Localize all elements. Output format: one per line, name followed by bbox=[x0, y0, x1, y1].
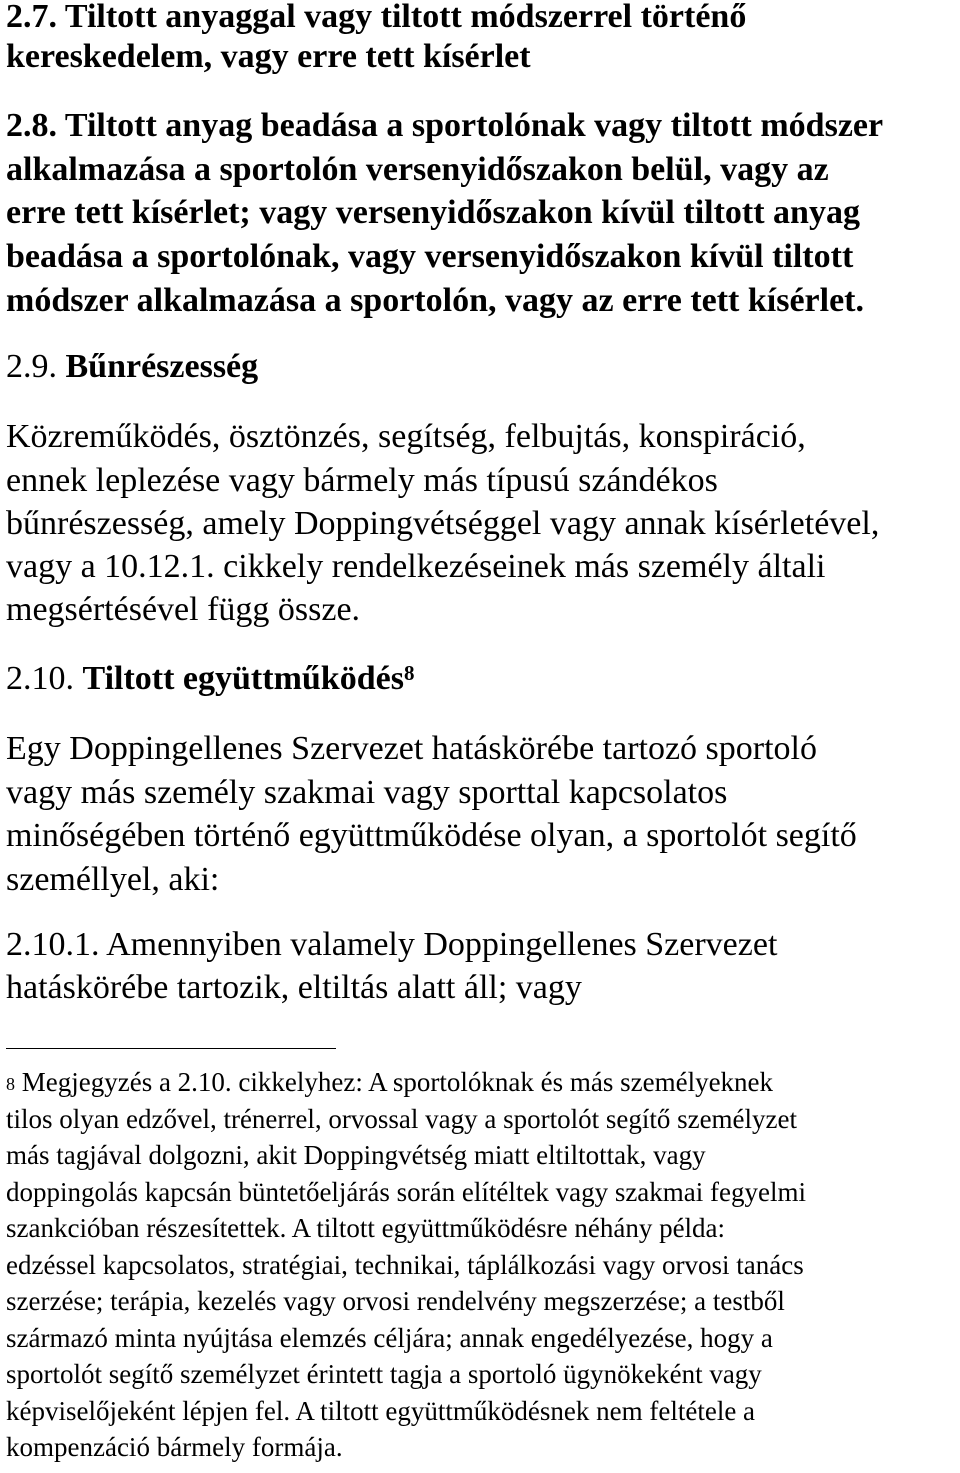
section-2-8-line: módszer alkalmazása a sportolón, vagy az erre tett kísérlet. bbox=[6, 282, 865, 319]
section-2-9-body-line: bűnrészesség, amely Doppingvétséggel vagy annak kísérletével, bbox=[6, 505, 880, 542]
footnote-reference: 8 bbox=[403, 661, 415, 685]
section-number: 2.10. bbox=[6, 660, 74, 697]
section-title: Bűnrészesség bbox=[65, 348, 259, 385]
section-number: 2.9. bbox=[6, 348, 57, 385]
footnote-line: tilos olyan edzővel, trénerrel, orvossal vagy a sportolót segítő személyzet bbox=[6, 1104, 798, 1134]
section-2-7-line: kereskedelem, vagy erre tett kísérlet bbox=[6, 38, 531, 75]
section-2-10-body-line: vagy más személy szakmai vagy sporttal kapcsolatos bbox=[6, 774, 728, 811]
footnote-line: edzéssel kapcsolatos, stratégiai, technikai, táplálkozási vagy orvosi tanács bbox=[6, 1250, 804, 1280]
footnote-line: szankcióban részesítettek. A tiltott együttműködésre néhány példa: bbox=[6, 1213, 726, 1243]
section-2-7-line: 2.7. Tiltott anyaggal vagy tiltott módszerrel történő bbox=[6, 0, 747, 35]
section-2-8-line: 2.8. Tiltott anyag beadása a sportolónak vagy tiltott módszer bbox=[6, 107, 884, 144]
section-2-10-heading bbox=[6, 658, 414, 700]
footnote-line: szerzése; terápia, kezelés vagy orvosi rendelvény megszerzése; a testből bbox=[6, 1286, 785, 1316]
section-2-8-line: beadása a sportolónak, vagy versenyidőszakon kívül tiltott bbox=[6, 238, 854, 275]
footnote-line: más tagjával dolgozni, akit Doppingvétség miatt eltiltottak, vagy bbox=[6, 1140, 706, 1170]
footnote-line: doppingolás kapcsán büntetőeljárás során elítéltek vagy szakmai fegyelmi bbox=[6, 1177, 806, 1207]
section-2-10-body-line: személlyel, aki: bbox=[6, 861, 220, 898]
footnote-line: képviselőjeként lépjen fel. A tiltott együttműködésnek nem feltétele a bbox=[6, 1396, 756, 1426]
section-2-9-body-line: megsértésével függ össze. bbox=[6, 591, 361, 628]
section-2-10-body-line: minőségében történő együttműködése olyan, a sportolót segítő bbox=[6, 817, 857, 854]
footnote-mark: 8 bbox=[6, 1074, 15, 1094]
section-2-9-heading bbox=[6, 346, 258, 388]
footnote-line bbox=[6, 1064, 773, 1100]
section-2-10-body-line: Egy Doppingellenes Szervezet hatáskörébe tartozó sportoló bbox=[6, 730, 818, 767]
footnote-separator bbox=[6, 1048, 336, 1049]
footnote-line: kompenzáció bármely formája. bbox=[6, 1432, 343, 1462]
section-2-10-1-line: 2.10.1. Amennyiben valamely Doppingellenes Szervezet bbox=[6, 926, 778, 963]
section-2-9-body-line: vagy a 10.12.1. cikkely rendelkezéseinek más személy általi bbox=[6, 548, 826, 585]
section-2-8-line: erre tett kísérlet; vagy versenyidőszakon kívül tiltott anyag bbox=[6, 194, 860, 231]
section-2-9-body-line: Közreműködés, ösztönzés, segítség, felbujtás, konspiráció, bbox=[6, 418, 806, 455]
footnote-text: Megjegyzés a 2.10. cikkelyhez: A sportolóknak és más személyeknek bbox=[21, 1067, 774, 1097]
section-2-9-body-line: ennek leplezése vagy bármely más típusú szándékos bbox=[6, 462, 718, 499]
section-2-10-1-line: hatáskörébe tartozik, eltiltás alatt áll; vagy bbox=[6, 969, 582, 1006]
section-2-8-line: alkalmazása a sportolón versenyidőszakon belül, vagy az bbox=[6, 151, 829, 188]
footnote-line: származó minta nyújtása elemzés céljára; annak engedélyezése, hogy a bbox=[6, 1323, 773, 1353]
section-title: Tiltott együttműködés bbox=[82, 660, 404, 697]
footnote-line: sportolót segítő személyzet érintett tagja a sportoló ügynökeként vagy bbox=[6, 1359, 762, 1389]
